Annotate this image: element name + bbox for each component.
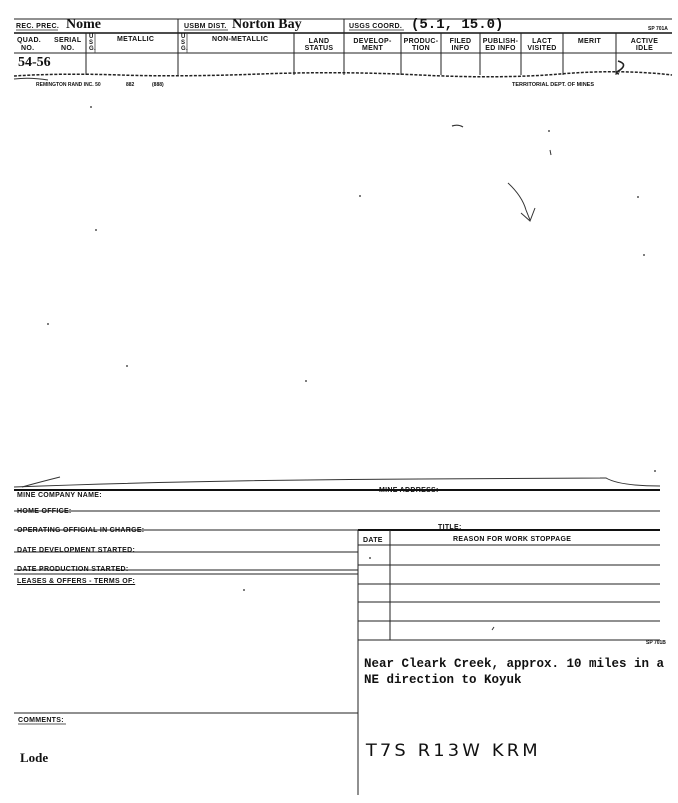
usgs-coord-value: (5.1, 15.0): [411, 17, 504, 33]
col-last-visited: LACT VISITED: [527, 38, 557, 52]
comments-label: COMMENTS:: [18, 717, 64, 724]
col-quad-no: NO.: [21, 45, 35, 52]
form-number-bottom: SP 701B: [646, 640, 666, 646]
col-land-status: LAND STATUS: [304, 38, 334, 52]
location-line-2: NE direction to Koyuk: [364, 673, 522, 687]
usbm-dist-label: USBM DIST.: [184, 23, 227, 30]
form-number-top: SP 701A: [648, 26, 668, 32]
date-production-label: DATE PRODUCTION STARTED:: [17, 566, 129, 573]
department-imprint: TERRITORIAL DEPT. OF MINES: [512, 82, 594, 88]
col-serial-no: NO.: [61, 45, 75, 52]
mine-address-label: MINE ADDRESS:: [379, 487, 439, 494]
comments-value: Lode: [20, 750, 49, 765]
speck: [47, 323, 49, 325]
home-office-label: HOME OFFICE:: [17, 508, 72, 515]
col-quad: QUAD.: [17, 37, 42, 44]
date-development-label: DATE DEVELOPMENT STARTED:: [17, 547, 136, 554]
col-usg-right: U S G.: [181, 34, 188, 52]
col-usg-left: U S G.: [89, 34, 96, 52]
mine-company-name-label: MINE COMPANY NAME:: [17, 492, 102, 499]
speck: [359, 195, 361, 197]
speck: [637, 196, 639, 198]
printer-imprint: REMINGTON RAND INC. 50: [36, 82, 101, 88]
imprint-code-2: (888): [152, 82, 164, 88]
usgs-coord-label: USGS COORD.: [349, 23, 403, 30]
speck: [90, 106, 92, 108]
quad-value: 54-56: [18, 55, 51, 70]
speck: [369, 557, 371, 559]
col-merit: MERIT: [577, 38, 602, 45]
col-active-idle: ACTIVE IDLE: [630, 38, 659, 52]
date-column-header: DATE: [363, 537, 383, 544]
speck: [95, 229, 97, 231]
speck: [548, 130, 550, 132]
handwritten-note: T7S R13W KRM: [365, 741, 541, 761]
col-non-metallic: NON-METALLIC: [212, 36, 269, 43]
title-label: TITLE:: [438, 524, 462, 531]
speck: [243, 589, 245, 591]
col-metallic: METALLIC: [117, 36, 155, 43]
speck: [643, 254, 645, 256]
imprint-code: 882: [126, 82, 135, 88]
speck: [305, 380, 307, 382]
speck: [654, 470, 656, 472]
col-serial: SERIAL: [54, 37, 82, 44]
col-filed-info: FILED INFO: [449, 38, 472, 52]
leases-offers-label: LEASES & OFFERS - TERMS OF:: [17, 578, 136, 585]
col-production: PRODUC- TION: [403, 38, 439, 52]
rec-prec-label: REC. PREC.: [16, 23, 60, 30]
reason-column-header: REASON FOR WORK STOPPAGE: [453, 536, 572, 543]
speck: [126, 365, 128, 367]
operating-official-label: OPERATING OFFICIAL IN CHARGE:: [17, 527, 145, 534]
col-development: DEVELOP- MENT: [353, 38, 392, 52]
rec-prec-value: Nome: [66, 17, 101, 32]
usbm-dist-value: Norton Bay: [232, 17, 302, 32]
location-line-1: Near Cleark Creek, approx. 10 miles in a: [364, 657, 665, 671]
col-published-info: PUBLISH- ED INFO: [482, 38, 519, 52]
